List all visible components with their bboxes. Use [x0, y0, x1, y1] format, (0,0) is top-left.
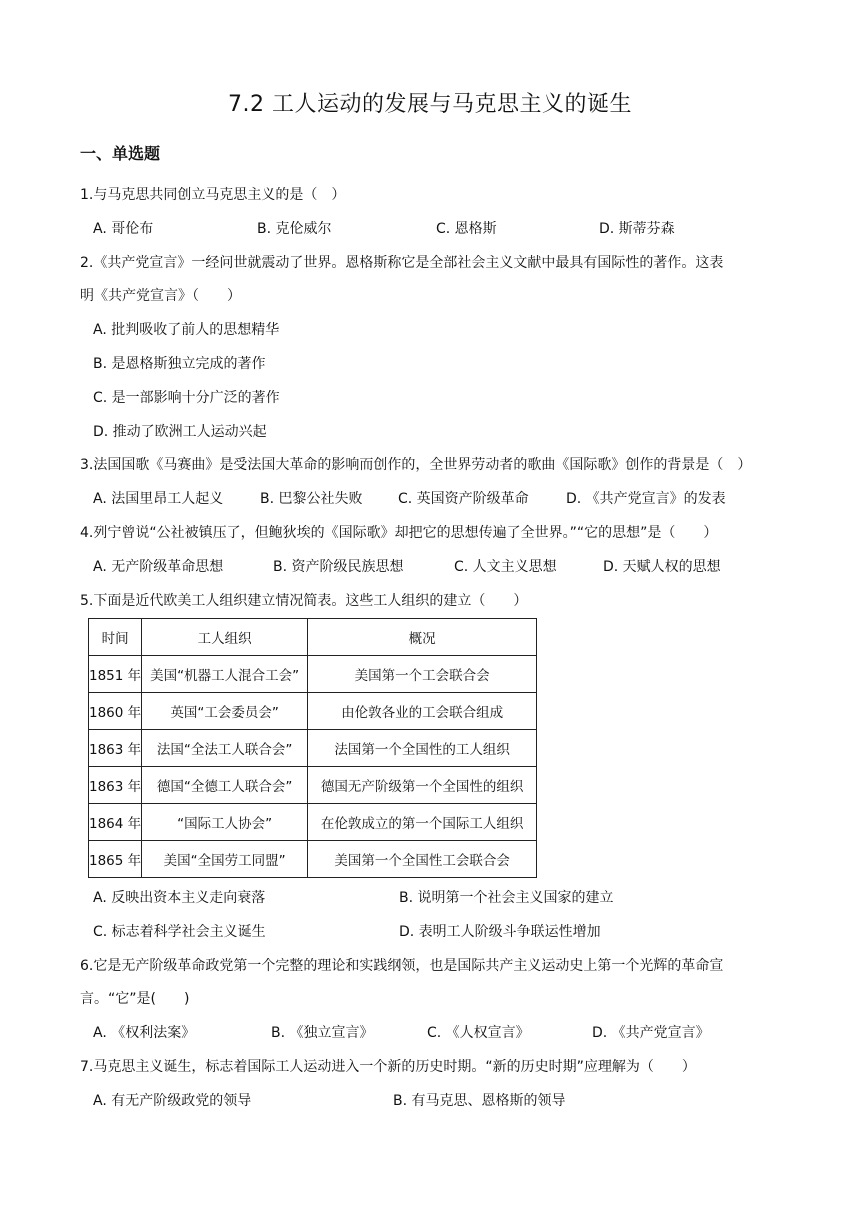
table-row — [89, 841, 537, 878]
table-row — [89, 730, 537, 767]
table-cell: 法国“全法工人联合会” — [142, 730, 308, 767]
question-2-option-b: B. 是恩格斯独立完成的著作 — [93, 356, 266, 372]
question-1-stem: 1.与马克思共同创立马克思主义的是（ ） — [80, 187, 346, 203]
question-4-option-b: B. 资产阶级民族思想 — [273, 559, 404, 575]
question-2-stem-line-1: 2.《共产党宣言》一经问世就震动了世界。恩格斯称它是全部社会主义文献中最具有国际性的著作。这表 — [80, 255, 724, 271]
question-6-stem-line-1: 6.它是无产阶级革命政党第一个完整的理论和实践纲领，也是国际共产主义运动史上第一个光辉的革命宣 — [80, 958, 724, 974]
question-3-option-c: C. 英国资产阶级革命 — [398, 491, 529, 507]
table-row — [89, 804, 537, 841]
question-4-option-d: D. 天赋人权的思想 — [603, 559, 721, 575]
question-4-option-c: C. 人文主义思想 — [454, 559, 557, 575]
table-cell: 1864 年 — [89, 804, 142, 841]
question-2-stem-line-2: 明《共产党宣言》（ ） — [80, 288, 241, 304]
table-header-row — [89, 619, 537, 656]
question-5-option-a: A. 反映出资本主义走向衰落 — [93, 890, 266, 906]
question-5-option-d: D. 表明工人阶级斗争联运性增加 — [399, 924, 601, 940]
question-2-option-d: D. 推动了欧洲工人运动兴起 — [93, 424, 267, 440]
question-7-option-b: B. 有马克思、恩格斯的领导 — [393, 1093, 566, 1109]
question-4-option-a: A. 无产阶级革命思想 — [93, 559, 224, 575]
table-cell: 由伦敦各业的工会联合组成 — [308, 693, 537, 730]
table-header-cell: 时间 — [89, 619, 142, 656]
table-cell: 法国第一个全国性的工人组织 — [308, 730, 537, 767]
question-5-option-b: B. 说明第一个社会主义国家的建立 — [399, 890, 614, 906]
question-1-option-c: C. 恩格斯 — [436, 221, 497, 237]
question-7-option-a: A. 有无产阶级政党的领导 — [93, 1093, 252, 1109]
question-6-stem-line-2: 言。“它”是( ) — [80, 991, 190, 1007]
question-1-option-d: D. 斯蒂芬森 — [599, 221, 675, 237]
table-row — [89, 656, 537, 693]
page-title: 7.2 工人运动的发展与马克思主义的诞生 — [228, 92, 632, 117]
question-6-option-c: C. 《人权宣言》 — [427, 1025, 530, 1041]
table-cell: 1851 年 — [89, 656, 142, 693]
table-cell: 美国第一个全国性工会联合会 — [308, 841, 537, 878]
table-cell: 1863 年 — [89, 767, 142, 804]
question-2-option-c: C. 是一部影响十分广泛的著作 — [93, 390, 280, 406]
table-cell: 美国“机器工人混合工会” — [142, 656, 308, 693]
table-row — [89, 693, 537, 730]
table-cell: “国际工人协会” — [142, 804, 308, 841]
question-2-option-a: A. 批判吸收了前人的思想精华 — [93, 322, 280, 338]
question-7-stem: 7.马克思主义诞生，标志着国际工人运动进入一个新的历史时期。“新的历史时期”应理解为（ ） — [80, 1059, 696, 1075]
question-1-option-a: A. 哥伦布 — [93, 221, 154, 237]
question-3-option-b: B. 巴黎公社失败 — [260, 491, 363, 507]
table-cell: 1865 年 — [89, 841, 142, 878]
table-row — [89, 767, 537, 804]
question-6-option-b: B. 《独立宣言》 — [271, 1025, 374, 1041]
question-3-stem: 3.法国国歌《马赛曲》是受法国大革命的影响而创作的，全世界劳动者的歌曲《国际歌》创作的背景是（ ） — [80, 457, 752, 473]
table-header-cell: 工人组织 — [142, 619, 308, 656]
question-3-option-d: D. 《共产党宣言》的发表 — [566, 491, 726, 507]
table-cell: 1863 年 — [89, 730, 142, 767]
section-heading: 一、单选题 — [80, 144, 161, 163]
worker-organizations-table — [88, 618, 537, 878]
question-1-option-b: B. 克伦威尔 — [257, 221, 332, 237]
table-cell: 美国“全国劳工同盟” — [142, 841, 308, 878]
question-3-option-a: A. 法国里昂工人起义 — [93, 491, 224, 507]
question-5-stem: 5.下面是近代欧美工人组织建立情况简表。这些工人组织的建立（ ） — [80, 593, 528, 609]
table-cell: 在伦敦成立的第一个国际工人组织 — [308, 804, 537, 841]
table-header-cell: 概况 — [308, 619, 537, 656]
table-cell: 1860 年 — [89, 693, 142, 730]
question-5-option-c: C. 标志着科学社会主义诞生 — [93, 924, 266, 940]
question-6-option-d: D. 《共产党宣言》 — [592, 1025, 710, 1041]
table-cell: 德国无产阶级第一个全国性的组织 — [308, 767, 537, 804]
question-4-stem: 4.列宁曾说“公社被镇压了，但鲍狄埃的《国际歌》却把它的思想传遍了全世界。”“它的思想”是（ ） — [80, 525, 718, 541]
table-cell: 美国第一个工会联合会 — [308, 656, 537, 693]
table-cell: 英国“工会委员会” — [142, 693, 308, 730]
question-6-option-a: A. 《权利法案》 — [93, 1025, 196, 1041]
table-cell: 德国“全德工人联合会” — [142, 767, 308, 804]
